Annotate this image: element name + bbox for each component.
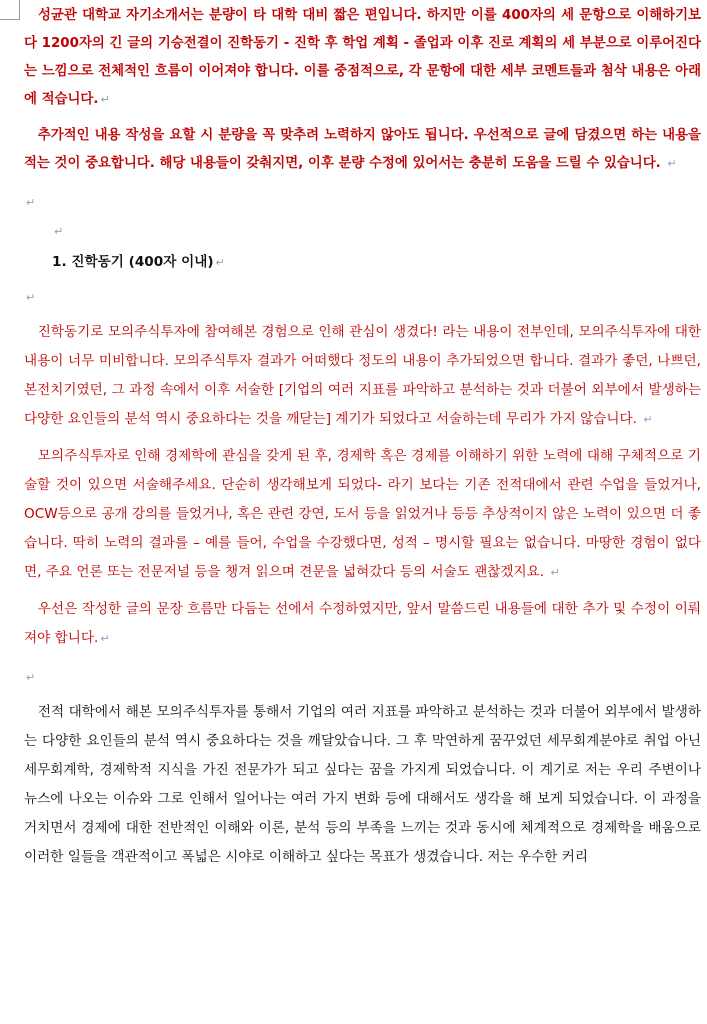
paragraph-mark-icon: ↵: [26, 291, 36, 304]
paragraph-mark-icon: ↵: [643, 413, 653, 426]
paragraph-mark-icon: ↵: [100, 93, 110, 106]
paragraph-mark-icon: ↵: [54, 225, 64, 238]
comment-paragraph-1: 진학동기로 모의주식투자에 참여해본 경험으로 인해 관심이 생겼다! 라는 내용이 전부인데, 모의주식투자에 대한 내용이 너무 미비합니다. 모의주식투자 결과가 어떠했다 정도의 내용이 추가되었으면 합니다. 결과가 좋던, 나쁘던, 본전치기였던, 그 과정 속에서 이후 서술한 [기업의 여러 지표를 파악하고 분석하는 것과 더불어 외부에서 발생하는 다양한 요인들의 분석 역시 중요하다는 것을 깨닫는] 계기가 되었다고 서술하는데 무리가 가지 않습니다. ↵: [24, 324, 701, 427]
paragraph-mark-icon: ↵: [26, 671, 36, 684]
intro-paragraph-2: 추가적인 내용 작성을 요할 시 분량을 꼭 맞추려 노력하지 않아도 됩니다. 우선적으로 글에 담겼으면 하는 내용을 적는 것이 중요합니다. 해당 내용들이 갖춰지면, 이후 분량 수정에 있어서는 충분히 도움을 드릴 수 있습니다. ↵: [24, 128, 701, 171]
essay-body-paragraph: 전적 대학에서 해본 모의주식투자를 통해서 기업의 여러 지표를 파악하고 분석하는 것과 더불어 외부에서 발생하는 다양한 요인들의 분석 역시 중요하다는 것을 깨달았습니다. 그 후 막연하게 꿈꾸었던 세무회계분야로 취업 아닌 세무회계학, 경제학적 지식을 가진 전문가가 되고 싶다는 꿈을 가지게 되었습니다. 이 계기로 저는 우리 주변이나 뉴스에 나오는 이슈와 그로 인해서 일어나는 여러 가지 변화 등에 대해서도 생각을 해 보게 되었습니다. 이 과정을 거치면서 경제에 대한 전반적인 이해와 이론, 분석 등의 부족을 느끼는 것과 동시에 체계적으로 경제학을 배움으로 이러한 일들을 객관적이고 폭넓은 시야로 이해하고 싶다는 목표가 생겼습니다. 저는 우수한 커리: [24, 704, 701, 865]
paragraph-mark-icon: ↵: [100, 632, 110, 645]
document-body: [24, 2, 701, 872]
paragraph-mark-icon: ↵: [215, 256, 225, 269]
paragraph-mark-icon: ↵: [667, 157, 677, 170]
paragraph-mark-icon: ↵: [26, 196, 36, 209]
intro-paragraph-1: 성균관 대학교 자기소개서는 분량이 타 대학 대비 짧은 편입니다. 하지만 이를 400자의 세 문항으로 이해하기보다 1200자의 긴 글의 기승전결이 진학동기 - 진학 후 학업 계획 - 졸업과 이후 진로 계획의 세 부분으로 이루어진다는 느낌으로 전체적인 흐름이 이어져야 합니다. 이를 중점적으로, 각 문항에 대한 세부 코멘트들과 첨삭 내용은 아래에 적습니다. ↵: [24, 8, 701, 107]
comment-paragraph-3: 우선은 작성한 글의 문장 흐름만 다듬는 선에서 수정하였지만, 앞서 말씀드린 내용들에 대한 추가 및 수정이 이뤄져야 합니다. ↵: [24, 601, 701, 646]
comment-paragraph-2: 모의주식투자로 인해 경제학에 관심을 갖게 된 후, 경제학 혹은 경제를 이해하기 위한 노력에 대해 구체적으로 기술할 것이 있으면 서술해주세요. 단순히 생각해보게 되었다- 라기 보다는 기존 전적대에서 관련 수업을 들었거나, OCW등으로 공개 강의를 들었거나, 혹은 관련 강연, 도서 등을 읽었거나 등등 추상적이지 않은 노력이 있으면 더 좋습니다. 딱히 노력의 결과를 – 예를 들어, 수업을 수강했다면, 성적 – 명시할 필요는 없습니다. 마땅한 경험이 없다면, 주요 언론 또는 전문저널 등을 챙겨 읽으며 견문을 넓혀갔다 등의 서술도 괜찮겠지요. ↵: [24, 448, 701, 580]
empty-paragraph: [24, 661, 701, 690]
page-corner-mark: [0, 0, 20, 20]
empty-paragraph: [24, 215, 701, 244]
paragraph-mark-icon: ↵: [550, 566, 560, 579]
section-heading: 1. 진학동기 (400자 이내) ↵: [52, 254, 225, 270]
empty-paragraph: [24, 281, 701, 310]
empty-paragraph: [24, 186, 701, 215]
